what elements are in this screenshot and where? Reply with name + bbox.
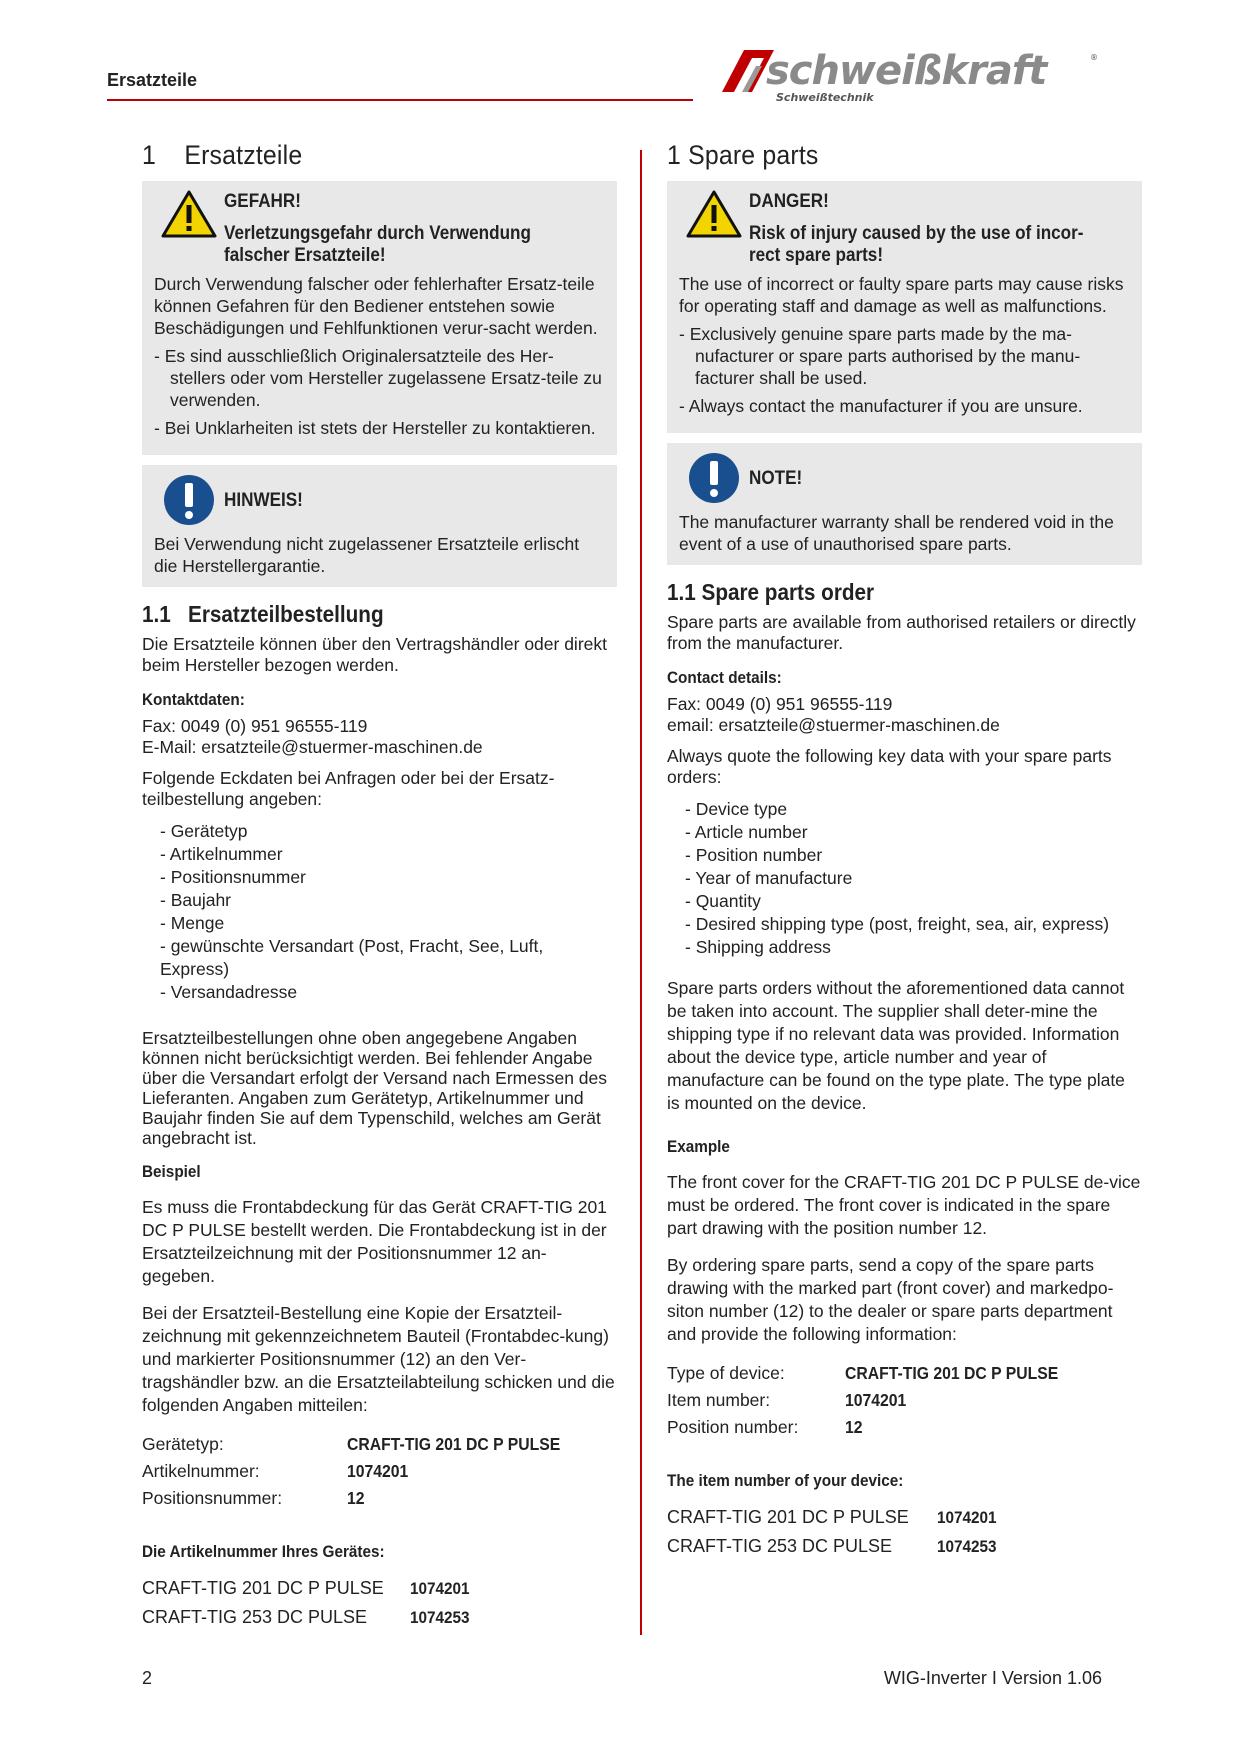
product-name: CRAFT-TIG 253 DC PULSE: [667, 1536, 893, 1556]
example-text: Es muss die Frontabdeckung für das Gerät CRAFT-TIG 201 DC P PULSE bestellt werden. Die Frontabdeckung ist in der Ersatzteilzeichnung mit der Positionsnummer 12 an-gegeben.: [142, 1197, 607, 1286]
subsection-title-text: Ersatzteilbestellung: [188, 601, 384, 627]
danger-title: GEFAHR!: [224, 191, 301, 212]
header-rule: [107, 99, 693, 101]
danger-subtitle: Risk of injury caused by the use of incor-rect spare parts!: [749, 223, 1084, 266]
danger-box-de: [142, 181, 617, 455]
product-row: [667, 1503, 1142, 1532]
contact-label: Contact details:: [667, 668, 782, 687]
product-list: [142, 1574, 617, 1632]
product-name: CRAFT-TIG 201 DC P PULSE: [667, 1507, 909, 1527]
kv-row: [667, 1360, 1142, 1387]
list-item: - Menge: [160, 913, 225, 933]
kv-value: CRAFT-TIG 201 DC P PULSE: [845, 1363, 1059, 1383]
document-version: WIG-Inverter I Version 1.06: [883, 1668, 1102, 1688]
subsection-title-de: [142, 601, 570, 628]
list-item: - Desired shipping type (post, freight, sea, air, express): [685, 914, 1110, 934]
product-row: [142, 1574, 617, 1603]
kv-row: [142, 1431, 617, 1458]
kv-value: 12: [845, 1417, 863, 1437]
list-item: - Artikelnummer: [160, 844, 283, 864]
list-item: - Gerätetyp: [160, 821, 248, 841]
column-german: [142, 140, 617, 1632]
example-label: Example: [667, 1137, 730, 1156]
list-item: - Device type: [685, 799, 788, 819]
section-title-en: 1 Spare parts: [667, 140, 819, 170]
product-list: [667, 1503, 1142, 1561]
item-number-label: The item number of your device:: [667, 1471, 904, 1490]
note-box-de: [142, 465, 617, 587]
section-title-de: [142, 140, 579, 171]
page-number: 2: [142, 1668, 153, 1688]
product-number: 1074201: [937, 1508, 997, 1527]
kv-row: [667, 1414, 1142, 1441]
danger-item: - Es sind ausschließlich Originalersatzteile des Her-stellers oder vom Hersteller zugelassene Ersatz-teile zu verwenden.: [154, 346, 602, 410]
list-item: - Position number: [685, 845, 823, 865]
brand-logo: [718, 44, 1103, 106]
key-data-list: [667, 798, 1142, 959]
warning-triangle-icon: [154, 189, 224, 239]
list-item: - Year of manufacture: [685, 868, 853, 888]
note-box-en: [667, 443, 1142, 565]
kv-row: [142, 1485, 617, 1512]
key-value-list: [142, 1431, 617, 1512]
kv-row: [142, 1458, 617, 1485]
key-data-list: [142, 820, 617, 1004]
kv-value: 1074201: [347, 1461, 409, 1481]
key-value-list: [667, 1360, 1142, 1441]
key-data-text: Always quote the following key data with your spare parts orders:: [667, 746, 1112, 787]
svg-text:®: ®: [1090, 53, 1098, 62]
kv-key: Item number:: [667, 1390, 771, 1410]
danger-text: Durch Verwendung falscher oder fehlerhafter Ersatz-teile können Gefahren für den Bediener entstehen sowie Beschädigungen und Fehlfunktionen verur-sacht werden.: [154, 274, 598, 338]
fax: Fax: 0049 (0) 951 96555-119: [142, 716, 368, 736]
danger-text: The use of incorrect or faulty spare parts may cause risks for operating staff and damage as well as malfunctions.: [679, 274, 1124, 316]
subsection-title-en: 1.1 Spare parts order: [667, 579, 875, 605]
without-text: Ersatzteilbestellungen ohne oben angegebene Angaben können nicht berücksichtigt werden. Bei fehlender Angabe über die Versandart erfolgt der Versand nach Ermessen des Lieferanten. Angaben zum Gerätetyp, Artikelnummer und Baujahr finden Sie auf dem Typenschild, welches am Gerät angebracht ist.: [142, 1028, 607, 1148]
header-section-label: Ersatzteile: [107, 70, 198, 90]
note-title: NOTE!: [749, 468, 803, 489]
kv-value: 12: [347, 1488, 365, 1508]
exclamation-circle-icon: [679, 451, 749, 505]
danger-item: - Bei Unklarheiten ist stets der Hersteller zu kontaktieren.: [154, 418, 596, 438]
danger-title: DANGER!: [749, 191, 829, 212]
note-text: Bei Verwendung nicht zugelassener Ersatzteile erlischt die Herstellergarantie.: [154, 534, 580, 576]
column-divider: [640, 150, 642, 1635]
example-label: Beispiel: [142, 1162, 201, 1181]
kv-key: Gerätetyp:: [142, 1434, 224, 1454]
email: email: ersatzteile@stuermer-maschinen.de: [667, 715, 1000, 735]
kv-key: Artikelnummer:: [142, 1461, 260, 1481]
subsection-number: 1.1: [142, 601, 171, 627]
copy-text: Bei der Ersatzteil-Bestellung eine Kopie der Ersatzteil-zeichnung mit gekennzeichnetem Bauteil (Frontabdec-kung) und markierter Positionsnummer (12) an den Ver-tragshändler bzw. an die Ersatzteilabteilung schicken und die folgenden Angaben mitteilen:: [142, 1303, 615, 1415]
copy-text: By ordering spare parts, send a copy of the spare parts drawing with the marked part (front cover) and markedpo-siton number (12) to the dealer or spare parts department and provide the following information:: [667, 1255, 1114, 1344]
product-row: [142, 1603, 617, 1632]
list-item: - Shipping address: [685, 937, 831, 957]
email: E-Mail: ersatzteile@stuermer-maschinen.de: [142, 737, 483, 757]
section-title-text: Ersatzteile: [184, 140, 303, 170]
list-item: - Quantity: [685, 891, 761, 911]
note-text: The manufacturer warranty shall be rendered void in the event of a use of unauthorised spare parts.: [679, 512, 1114, 554]
product-number: 1074253: [410, 1608, 470, 1627]
product-row: [667, 1532, 1142, 1561]
product-number: 1074253: [937, 1537, 997, 1556]
kv-row: [667, 1387, 1142, 1414]
kv-value: 1074201: [845, 1390, 907, 1410]
without-text: Spare parts orders without the aforementioned data cannot be taken into account. The supplier shall deter-mine the shipping type if no relevant data was provided. Information about the device type, article number and year of manufacture can be found on the type plate. The type plate is mounted on the device.: [667, 978, 1125, 1113]
kv-key: Positionsnummer:: [142, 1488, 283, 1508]
product-name: CRAFT-TIG 253 DC PULSE: [142, 1607, 368, 1627]
fax: Fax: 0049 (0) 951 96555-119: [667, 694, 893, 714]
list-item: - gewünschte Versandart (Post, Fracht, See, Luft, Express): [160, 936, 544, 979]
list-item: - Versandadresse: [160, 982, 298, 1002]
svg-text:Schweißtechnik: Schweißtechnik: [776, 91, 874, 104]
section-number: 1: [142, 140, 157, 170]
list-item: - Positionsnummer: [160, 867, 306, 887]
kv-key: Type of device:: [667, 1363, 785, 1383]
kv-key: Position number:: [667, 1417, 799, 1437]
danger-box-en: [667, 181, 1142, 433]
note-title: HINWEIS!: [224, 490, 303, 511]
exclamation-circle-icon: [154, 473, 224, 527]
item-number-label: Die Artikelnummer Ihres Gerätes:: [142, 1542, 385, 1561]
example-text: The front cover for the CRAFT-TIG 201 DC P PULSE de-vice must be ordered. The front cover is indicated in the spare part drawing with the position number 12.: [667, 1172, 1141, 1238]
column-english: [667, 140, 1142, 1561]
list-item: - Baujahr: [160, 890, 232, 910]
product-name: CRAFT-TIG 201 DC P PULSE: [142, 1578, 384, 1598]
product-number: 1074201: [410, 1579, 470, 1598]
svg-text:schweißkraft: schweißkraft: [766, 48, 1047, 94]
kv-value: CRAFT-TIG 201 DC P PULSE: [347, 1434, 561, 1454]
danger-subtitle: Verletzungsgefahr durch Verwendung falscher Ersatzteile!: [224, 223, 531, 266]
order-text: Die Ersatzteile können über den Vertragshändler oder direkt beim Hersteller bezogen werden.: [142, 634, 607, 675]
contact-label: Kontaktdaten:: [142, 690, 245, 709]
danger-item: - Always contact the manufacturer if you are unsure.: [679, 396, 1083, 416]
warning-triangle-icon: [679, 189, 749, 239]
list-item: - Article number: [685, 822, 808, 842]
order-text: Spare parts are available from authorised retailers or directly from the manufacturer.: [667, 612, 1136, 653]
key-data-text: Folgende Eckdaten bei Anfragen oder bei der Ersatz-teilbestellung angeben:: [142, 768, 555, 809]
danger-item: - Exclusively genuine spare parts made by the ma-nufacturer or spare parts authorised by the manu-facturer shall be used.: [679, 324, 1081, 388]
